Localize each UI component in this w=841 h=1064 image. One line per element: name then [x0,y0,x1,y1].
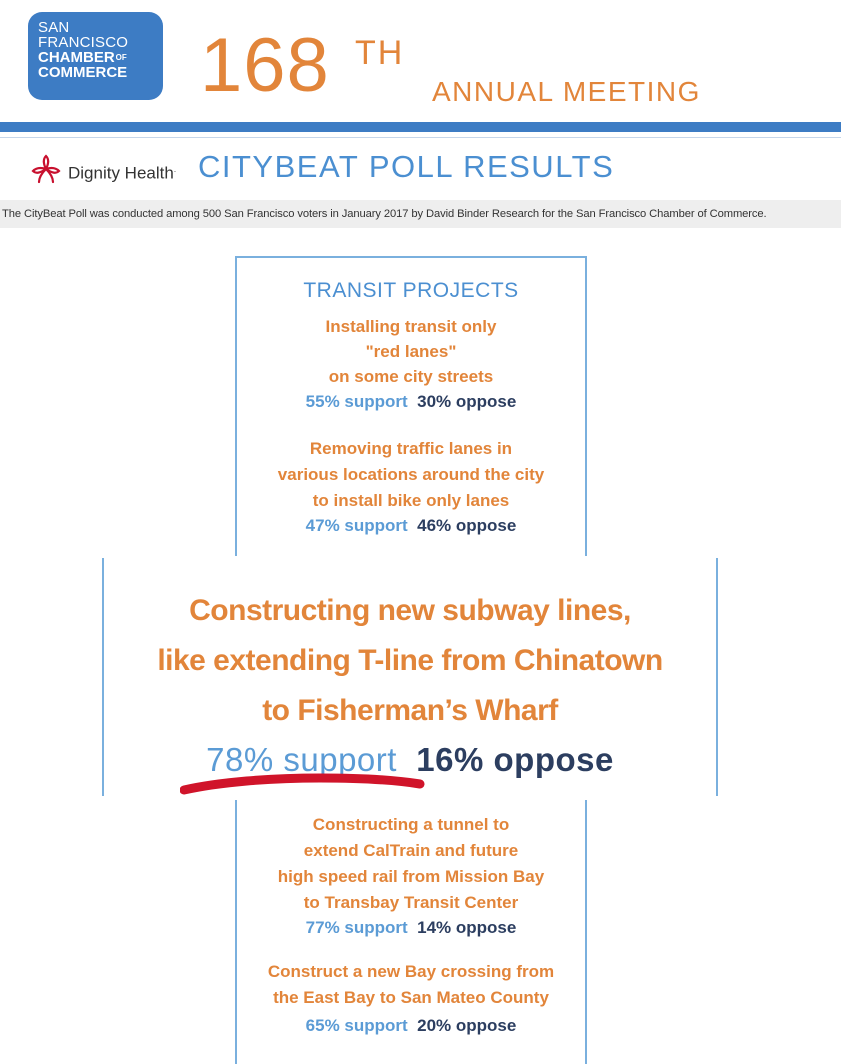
poll-item-subway-lines [104,586,716,780]
bottom-box-right-border [585,800,587,1064]
result-line [237,916,585,940]
result-line [237,390,585,414]
poll-item-red-lanes [237,314,585,414]
question-line: high speed rail from Mission Bay [277,867,545,886]
meeting-label: ANNUAL MEETING [432,76,701,107]
poll-title: CITYBEAT POLL RESULTS [198,149,615,184]
section-title: TRANSIT PROJECTS [303,279,519,302]
oppose-value: 14% oppose [417,918,517,937]
question-line: extend CalTrain and future [303,841,519,860]
red-underline-mark [180,768,425,798]
poll-item-bay-crossing [237,959,585,1038]
poll-item-caltrain-tunnel [237,812,585,940]
question-line: Removing traffic lanes in [309,439,513,458]
poll-item-bike-lanes [237,436,585,538]
methodology-note: The CityBeat Poll was conducted among 500 San Francisco voters in January 2017 by David Binder Research for the San Francisco Chamber of Commerce. [0,200,841,228]
oppose-value: 30% oppose [417,392,517,411]
support-value: 78% support [206,741,397,778]
question-line: various locations around the city [277,465,545,484]
chamber-logo [28,12,163,100]
header-divider [0,122,841,132]
logo-line-3 [38,50,163,65]
meeting-suffix: TH [355,34,405,72]
question-line: Constructing new subway lines, [189,594,631,627]
logo-line-1: SAN [38,19,70,36]
question-line: on some city streets [328,367,494,386]
question-line: Construct a new Bay crossing from [267,962,555,981]
question-line: the East Bay to San Mateo County [273,988,549,1007]
support-value: 77% support [305,918,408,937]
logo-line-2: FRANCISCO [38,34,129,51]
result-line [237,514,585,538]
support-value: 47% support [305,516,408,535]
logo-of: OF [115,53,127,62]
result-line [237,1014,585,1038]
sponsor-name [68,160,176,184]
sponsor-mark: . [173,165,177,174]
question-line: to install bike only lanes [312,491,510,510]
header-thin-divider [0,137,841,138]
support-value: 55% support [305,392,408,411]
logo-line-4: COMMERCE [38,64,128,81]
sponsor-label: Dignity Health [68,163,174,183]
question-line: "red lanes" [365,342,457,361]
question-line: to Fisherman’s Wharf [262,694,558,727]
top-box-border [235,256,587,258]
meeting-number: 168 [200,23,330,108]
question-line: to Transbay Transit Center [303,893,519,912]
question-line: Installing transit only [325,317,497,336]
oppose-value: 16% oppose [416,741,614,778]
dignity-health-icon [30,154,62,184]
middle-box-right-border [716,558,718,796]
support-value: 65% support [305,1016,408,1035]
question-line: like extending T-line from Chinatown [157,644,663,677]
oppose-value: 20% oppose [417,1016,517,1035]
question-line: Constructing a tunnel to [312,815,510,834]
logo-chamber: CHAMBER [38,49,115,66]
oppose-value: 46% oppose [417,516,517,535]
